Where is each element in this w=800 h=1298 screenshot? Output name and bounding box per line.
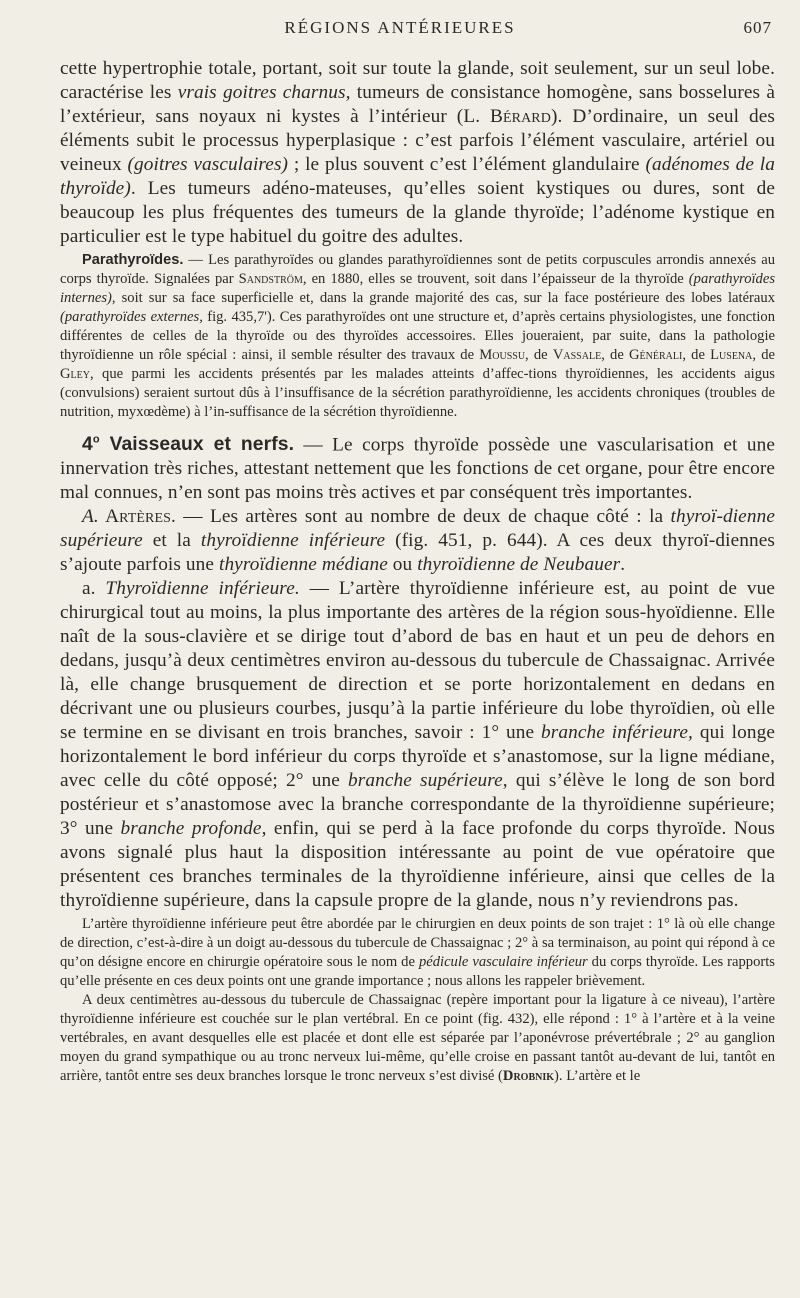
paragraph-arteres: A. Artères. — Les artères sont au nombre de deux de chaque côté : la thyroï-dienne supérieure et la thyroïdienne inférieure (fig. 451, p. 644). A ces deux thyroï-diennes s’ajoute parfois une thyroïdienne médiane ou thyroïdienne de Neubauer. xyxy=(60,506,775,576)
section-heading-vaisseaux: 4$^o$ Vaisseaux et nerfs. xyxy=(82,434,295,456)
paragraph-goitres: cette hypertrophie totale, portant, soit sur toute la glande, soit seulement, sur un seul lobe. caractérise les vrais goitres charnus, tumeurs de consistance homogène, sans bosselures à l’extérieur, sans noyaux ni kystes à l’intérieur (L. Bérard). D’ordinaire, un seul des éléments subit le processus hyperplasique : c’est parfois l’élément vasculaire, artériel ou veineux (goitres vasculaires) ; le plus souvent c’est l’élément glandulaire (adénomes de la thyroïde). Les tumeurs adéno-mateuses, qu’elles soient kystiques ou dures, sont de beaucoup les plus fréquentes des tumeurs de la glande thyroïde; l’adénome kystique en particulier est le type habituel du goitre des adultes. xyxy=(60,58,775,247)
paragraph-thyroidienne-inferieure: a. Thyroïdienne inférieure. — L’artère thyroïdienne inférieure est, au point de vue chirurgical tout au moins, la plus importante des artères de la région sous-hyoïdienne. Elle naît de la sous-clavière et se dirige tout d’abord de bas en haut et un peu de dehors en dedans, jusqu’à deux centimètres environ au-dessous du tubercule de Chassaignac. Arrivée là, elle change brusquement de direction et se porte horizontalement en dedans en décrivant une ou plusieurs courbes, jusqu’à la partie inférieure du lobe thyroïdien, où elle se termine en se divisant en trois branches, savoir : 1° une branche inférieure, qui longe horizontalement le bord inférieur du corps thyroïde et s’anastomose, sur la ligne médiane, avec celle du côté opposé; 2° une branche supérieure, qui s’élève le long de son bord postérieur et s’anastomose avec la branche correspondante de la thyroïdienne supérieure; 3° une branche profonde, enfin, qui se perd à la face profonde du corps thyroïde. Nous avons signalé plus haut la disposition intéressante au point de vue opératoire que présentent ces branches terminales de la thyroïdienne inférieure, ainsi que celles de la thyroïdienne supérieure, dans la capsule propre de la glande, nous n’y reviendrons pas. xyxy=(60,578,775,912)
paragraph-vaisseaux-nerfs: 4$^o$ Vaisseaux et nerfs. — Le corps thyroïde possède une vascularisation et une innervation très riches, attestant nettement que les fonctions de cet organe, pour être encore mal connues, n’en sont pas moins très actives et par conséquent très importantes. xyxy=(60,434,775,504)
subsection-heading-arteres: Artères. xyxy=(98,506,176,528)
paragraph-parathyroides: Parathyroïdes. — Les parathyroïdes ou glandes parathyroïdiennes sont de petits corpuscules arrondis annexés au corps thyroïde. Signalées par Sandström, en 1880, elles se trouvent, soit dans l’épaisseur de la thyroïde (parathyroïdes internes), soit sur sa face superficielle et, dans la grande majorité des cas, sur la face postérieure des lobes latéraux (parathyroïdes externes, fig. 435,7'). Ces parathyroïdes ont une structure et, d’après certains physiologistes, une fonction différentes de celles de la thyroïde ou des thyroïdes accessoires. Elles joueraient, par suite, dans la pathologie thyroïdienne un rôle spécial : ainsi, il semble résulter des travaux de Moussu, de Vassale, de Générali, de Lusena, de Gley, que parmi les accidents présentés par les malades atteints d’affec-tions thyroïdiennes, les accidents aigus (convulsions) seraient surtout dûs à l’insuffisance de la sécrétion parathyroïdienne, les accidents chroniques (troubles de nutrition, myxœdème) à l’in-suffisance de la sécrétion thyroïdienne. xyxy=(60,252,775,420)
paragraph-abord-chirurgical: L’artère thyroïdienne inférieure peut être abordée par le chirurgien en deux points de son trajet : 1° là où elle change de direction, c’est-à-dire à un doigt au-dessous du tubercule de Chassaignac ; 2° à sa terminaison, au point qui répond à ce qu’on désigne encore en chirurgie opératoire sous le nom de pédicule vasculaire inférieur du corps thyroïde. Les rapports qu’elle présente en ces deux points ont une grande importance ; nous allons les rappeler brièvement. xyxy=(60,916,775,990)
page-body xyxy=(60,57,775,1086)
page-number: 607 xyxy=(743,18,772,37)
running-title: RÉGIONS ANTÉRIEURES xyxy=(284,18,516,37)
paragraph-rapports: A deux centimètres au-dessous du tubercule de Chassaignac (repère important pour la ligature à ce niveau), l’artère thyroïdienne inférieure est couchée sur le plan vertébral. En ce point (fig. 432), elle répond : 1° à l’artère et à la veine vertébrales, en avant desquelles elle est placée et dont elle est séparée par l’aponévrose prévertébrale ; 2° au ganglion moyen du grand sympathique ou au tronc nerveux lui-même, qu’elle croise en passant tantôt au-devant de lui, tantôt en arrière, tantôt entre ses deux branches lorsque le tronc nerveux s’est divisé (Drobnik). L’artère et le xyxy=(60,992,775,1085)
running-header xyxy=(0,18,800,42)
section-heading-parathyroides: Parathyroïdes. xyxy=(82,252,184,268)
